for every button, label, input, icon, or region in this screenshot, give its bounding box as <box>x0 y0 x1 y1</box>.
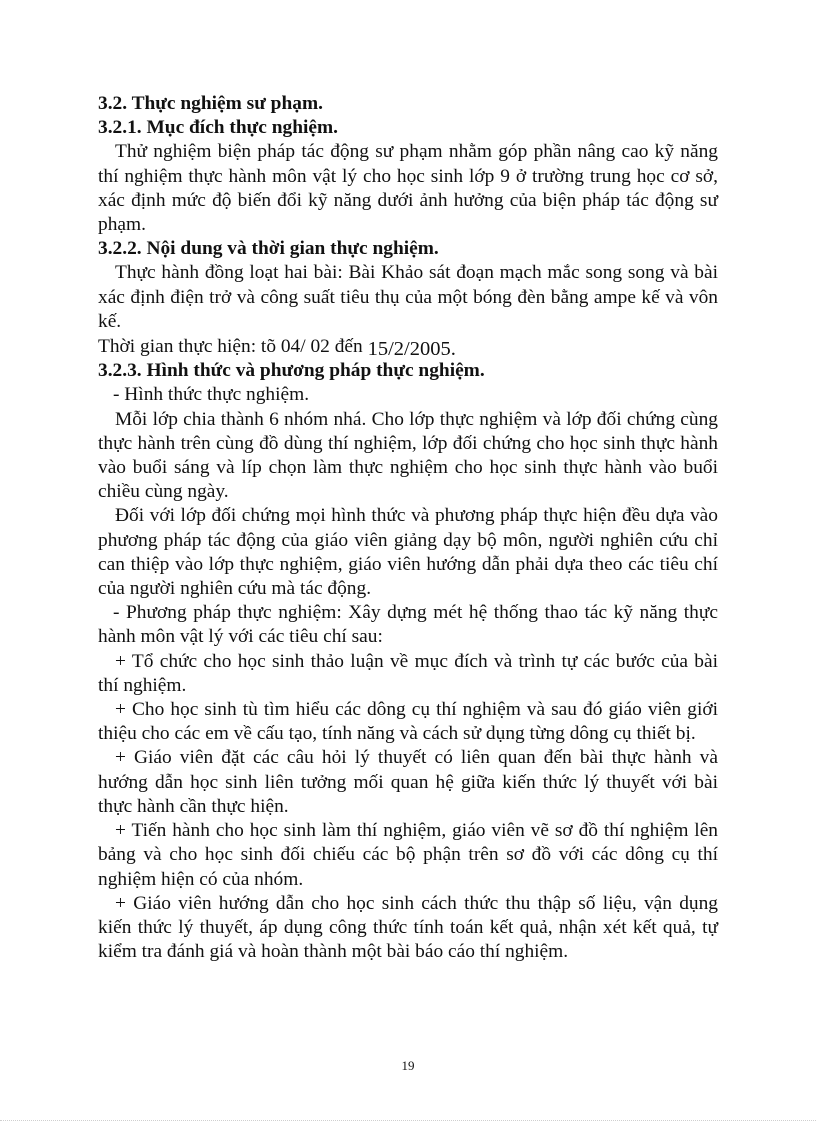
paragraph-groups: Mỗi lớp chia thành 6 nhóm nhá. Cho lớp thực nghiệm và lớp đối chứng cùng thực hành trên cùng đồ dùng thí nghiệm, lớp đối chứng cho học sinh thực hành vào buổi sáng và líp chọn làm thực nghiệm cho học sinh thực hành vào buổi chiều cùng ngày. <box>98 408 718 503</box>
paragraph-control-class: Đối với lớp đối chứng mọi hình thức và phương pháp thực hiện đều dựa vào phương pháp tác động của giáo viên giảng dạy bộ môn, người nghiên cứu chỉ can thiệp vào lớp thực nghiệm, giáo viên hướng dẫn phải dựa theo các tiêu chí của người nghiên cứu mà tác động. <box>98 505 718 600</box>
document-page <box>98 92 718 964</box>
subsection-heading-content-time: 3.2.2. Nội dung và thời gian thực nghiệm. <box>98 238 439 260</box>
time-line <box>98 334 718 359</box>
subsection-heading-purpose: 3.2.1. Mục đích thực nghiệm. <box>98 117 339 139</box>
paragraph-purpose: Thử nghiệm biện pháp tác động sư phạm nhằm góp phần nâng cao kỹ năng thí nghiệm thực hành môn vật lý cho học sinh lớp 9 ở trường trung học cơ sở, xác định mức độ biến đổi kỹ năng dưới ảnh hưởng của biện pháp tác động sư phạm. <box>98 141 718 236</box>
subsection-heading-form-method: 3.2.3. Hình thức và phương pháp thực nghiệm. <box>98 360 485 382</box>
criteria-item: + Giáo viên hướng dẫn cho học sinh cách thức thu thập số liệu, vận dụng kiến thức lý thuyết, áp dụng công thức tính toán kết quả, nhận xét kết quả, tự kiểm tra đánh giá và hoàn thành một bài báo cáo thí nghiệm. <box>98 892 718 963</box>
criteria-item: + Tổ chức cho học sinh thảo luận về mục đích và trình tự các bước của bài thí nghiệm. <box>98 650 718 696</box>
form-label: - Hình thức thực nghiệm. <box>113 384 310 406</box>
criteria-item: + Tiến hành cho học sinh làm thí nghiệm, giáo viên vẽ sơ đồ thí nghiệm lên bảng và cho học sinh đối chiếu các bộ phận trên sơ đồ với các dông cụ thí nghiệm hiện có của nhóm. <box>98 820 718 890</box>
section-heading: 3.2. Thực nghiệm sư phạm. <box>98 93 323 114</box>
time-end-date: 15/2/2005. <box>367 338 456 361</box>
time-label: Thời gian thực hiện: tõ 04/ 02 đến <box>98 336 368 358</box>
paragraph-content: Thực hành đồng loạt hai bài: Bài Khảo sát đoạn mạch mắc song song và bài xác định điện trở và công suất tiêu thụ của một bóng đèn bằng ampe kế và vôn kế. <box>98 262 718 332</box>
criteria-item: + Cho học sinh tù tìm hiểu các dông cụ thí nghiệm và sau đó giáo viên giới thiệu cho các em về cấu tạo, tính năng và cách sử dụng từng dông cụ thiết bị. <box>98 699 718 745</box>
page-number: 19 <box>401 1058 415 1073</box>
method-intro: - Phương pháp thực nghiệm: Xây dựng mét hệ thống thao tác kỹ năng thực hành môn vật lý với các tiêu chí sau: <box>98 602 718 648</box>
criteria-item: + Giáo viên đặt các câu hỏi lý thuyết có liên quan đến bài thực hành và hướng dẫn học sinh liên tưởng mối quan hệ giữa kiến thức lý thuyết với bài thực hành cần thực hiện. <box>98 747 718 817</box>
page-bottom-divider <box>0 1120 816 1121</box>
